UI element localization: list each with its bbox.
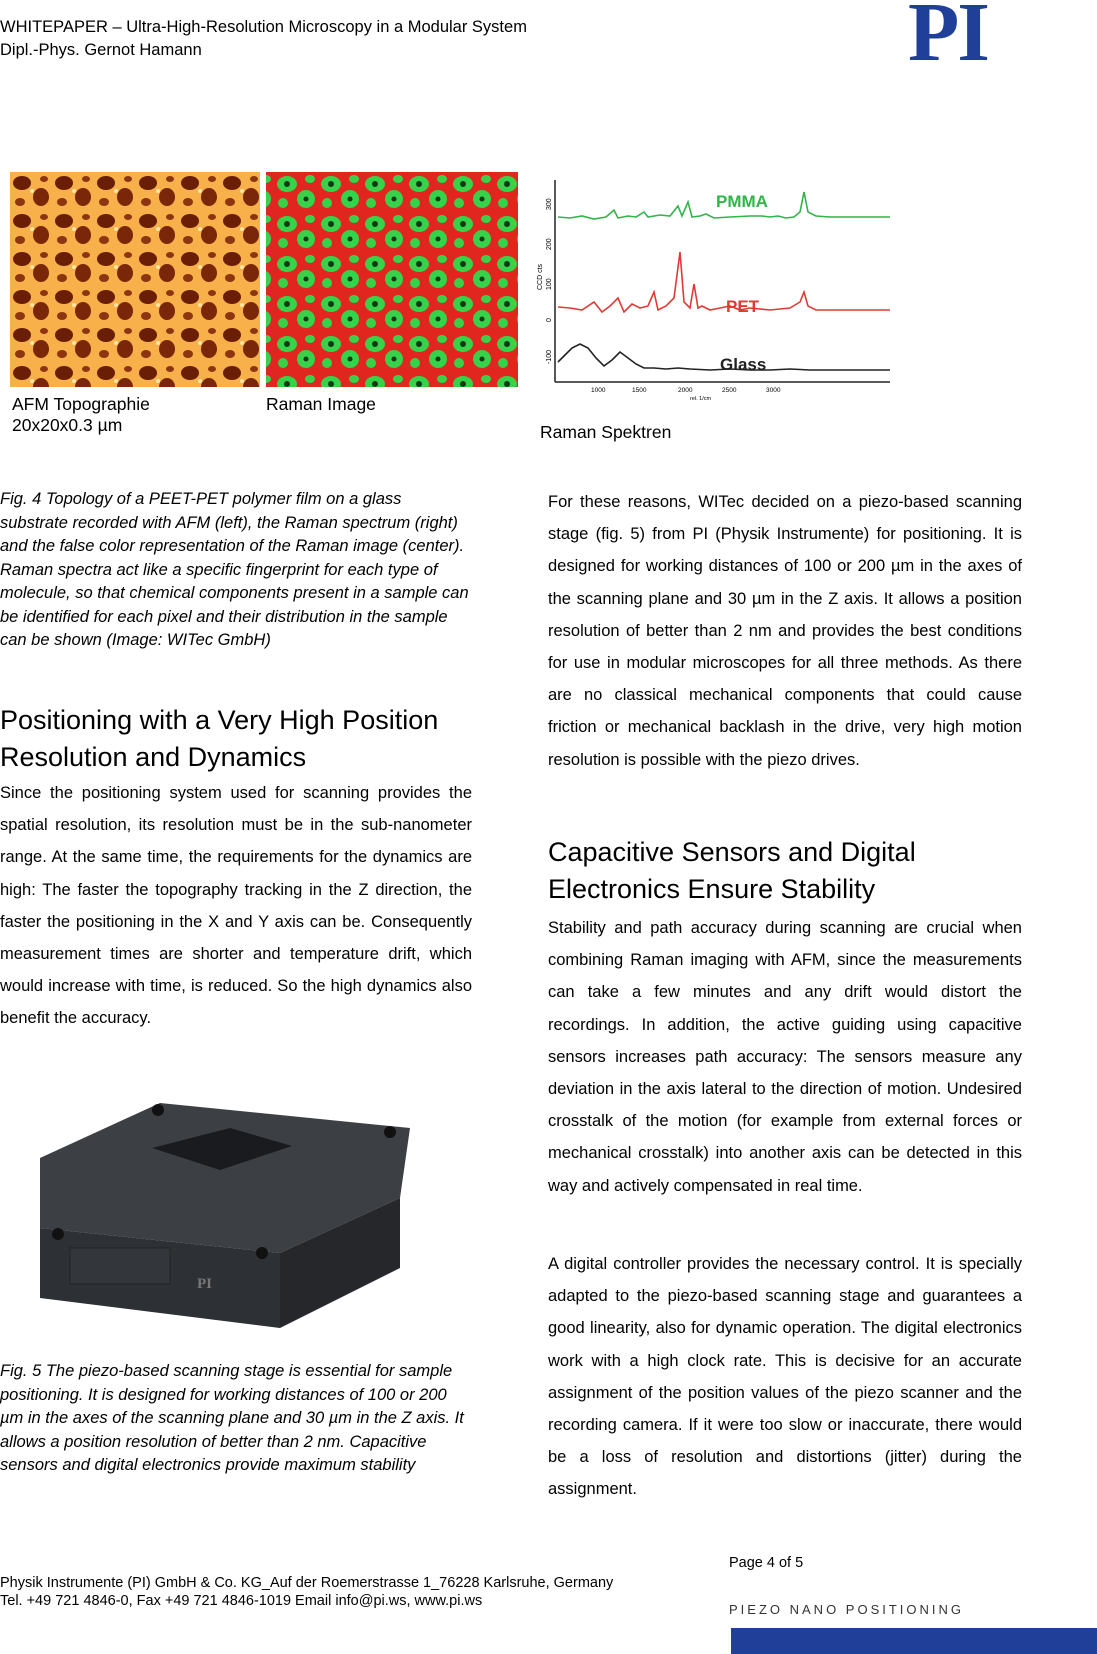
raman-spectra-chart [537,180,890,402]
figure-5-caption: Fig. 5 The piezo-based scanning stage is essential for sample positioning. It is designed for working distances of 100 or 200 µm in the axes of the scanning plane and 30 µm in the Z axis. It allows a position resolution of better than 2 nm. Capacitive sensors and digital electronics provide maximum stability [0,1362,464,1474]
figure-4-caption: Fig. 4 Topology of a PEET-PET polymer film on a glass substrate recorded with AFM (left), the Raman spectrum (right) and the false color representation of the Raman image (center). Raman spectra act like a specific fingerprint for each type of molecule, so that chemical components present in a sample can be identified for each pixel and their distribution in the sample can be shown (Image: WITec GmbH) [0,490,469,649]
y-axis-label: CCD cts [537,263,544,290]
x-tick-label: 1500 [632,387,647,394]
afm-label-1: AFM Topographie [12,394,150,414]
series-label-pmma: PMMA [716,192,768,211]
section-heading-positioning: Positioning with a Very High Position Resolution and Dynamics [0,705,439,772]
witec-paragraph: For these reasons, WITec decided on a piezo-based scanning stage (fig. 5) from PI (Physik Instrumente) for positioning. It is designed for working distances of 100 or 200 µm in the axes of the scanning plane and 30 µm in the Z axis. It allows a position resolution of better than 2 nm and provides the best conditions for use in modular microscopes for all three methods. As there are no classical mechanical components that could cause friction or mechanical backlash in the drive, very high motion resolution is possible with the piezo drives. [548,493,1022,769]
x-axis-label: rel. 1/cm [690,396,712,402]
document-header [0,16,527,62]
y-tick-label: 100 [546,278,553,290]
section-heading-capacitive: Capacitive Sensors and Digital Electronics Ensure Stability [548,837,916,904]
footer-company: Physik Instrumente (PI) GmbH & Co. KG_Auf der Roemerstrasse 1_76228 Karlsruhe, Germany [0,1575,614,1591]
afm-topography-image [10,172,260,387]
figure-4 [10,172,932,448]
y-tick-label: 200 [546,238,553,250]
x-tick-label: 1000 [591,387,606,394]
y-tick-label: 0 [546,318,553,322]
footer-brand-bar [731,1628,1097,1654]
series-line-pet [558,252,890,312]
figure-5-scanning-stage [30,1088,440,1340]
stability-paragraph: Stability and path accuracy during scanning are crucial when combining Raman imaging with AFM, since the measurements can take a few minutes and any drift would distort the recordings. In addition, the active guiding using capacitive sensors increases path accuracy: The sensors measure any deviation in the axis lateral to the direction of motion. Undesired crosstalk of the motion (for example from external forces or mechanical crosstalk) into another axis can be detected in this way and actively compensated in real time. [548,919,1022,1195]
x-tick-label: 2000 [678,387,693,394]
pi-logo: PI [908,0,988,79]
raman-spectra-label: Raman Spektren [540,422,672,442]
raman-false-color-image [266,172,518,387]
raman-image-label: Raman Image [266,394,376,414]
footer-contact: Tel. +49 721 4846-0, Fax +49 721 4846-1019 Email info@pi.ws, www.pi.ws [0,1593,483,1609]
x-tick-label: 2500 [722,387,737,394]
header-title: WHITEPAPER – Ultra-High-Resolution Microscopy in a Modular System [0,18,527,36]
footer-tagline: PIEZO NANO POSITIONING [729,1602,965,1617]
page-number: Page 4 of 5 [729,1555,804,1571]
digital-controller-paragraph: A digital controller provides the necessary control. It is specially adapted to the piezo-based scanning stage and guarantees a good linearity, also for dynamic operation. The digital electronics work with a high clock rate. This is decisive for an accurate assignment of the position values of the piezo scanner and the recording camera. If it were too slow or inaccurate, there would be a loss of resolution and distortions (jitter) during the assignment. [548,1255,1022,1499]
y-tick-label: 300 [546,198,553,210]
positioning-paragraph: Since the positioning system used for scanning provides the spatial resolution, its resolution must be in the sub-nanometer range. At the same time, the requirements for the dynamics are high: The faster the topography tracking in the Z direction, the faster the positioning in the X and Y axis can be. Consequently measurement times are shorter and temperature drift, which would increase with time, is reduced. So the high dynamics also benefit the accuracy. [0,784,472,1028]
series-label-glass: Glass [720,355,767,374]
stage-pi-logo: PI [197,1276,212,1292]
x-tick-label: 3000 [766,387,781,394]
y-tick-label: -100 [546,349,553,364]
series-label-pet: PET [726,297,760,316]
afm-label-2: 20x20x0.3 µm [12,415,123,435]
header-author: Dipl.-Phys. Gernot Hamann [0,41,202,59]
